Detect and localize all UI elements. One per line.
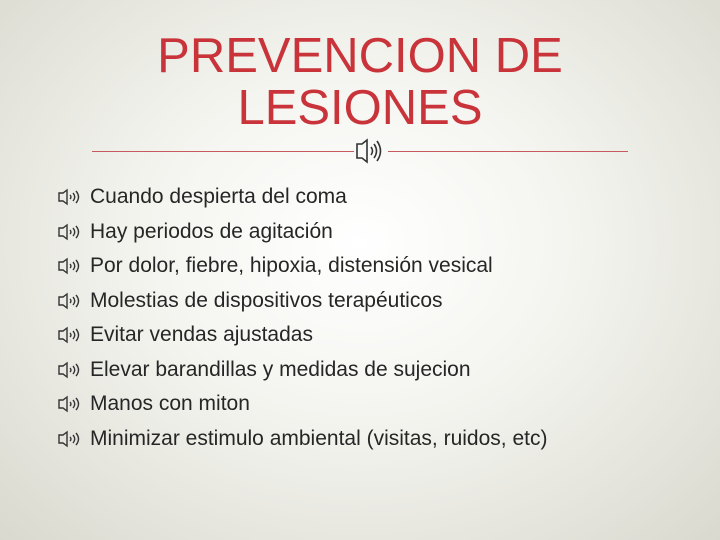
- sound-waves-icon: [58, 361, 84, 379]
- bullet-text: Elevar barandillas y medidas de sujecion: [90, 357, 471, 381]
- bullet-text: Hay periodos de agitación: [90, 219, 333, 243]
- bullet-item: [58, 215, 547, 250]
- title-divider-right: [388, 151, 628, 152]
- sound-waves-icon: [58, 257, 84, 275]
- bullet-text: Minimizar estimulo ambiental (visitas, ruidos, etc): [90, 426, 548, 450]
- bullet-item: [58, 284, 547, 319]
- bullet-list: [58, 180, 547, 456]
- bullet-text: Evitar vendas ajustadas: [90, 323, 313, 347]
- sound-waves-icon: [58, 223, 84, 241]
- slide-title: PREVENCION DE LESIONES: [157, 29, 563, 135]
- sound-waves-icon: [58, 292, 84, 310]
- sound-waves-icon: [58, 430, 84, 448]
- bullet-text: Molestias de dispositivos terapéuticos: [90, 288, 443, 312]
- bullet-text: Cuando despierta del coma: [90, 185, 347, 209]
- bullet-text: Por dolor, fiebre, hipoxia, distensión vesical: [90, 254, 493, 278]
- sound-waves-icon: [58, 326, 84, 344]
- bullet-item: [58, 180, 547, 215]
- title-divider-left: [92, 151, 354, 152]
- bullet-item: [58, 318, 547, 353]
- bullet-item: [58, 353, 547, 388]
- sound-waves-icon: [355, 138, 385, 164]
- bullet-item: [58, 387, 547, 422]
- sound-waves-icon: [58, 395, 84, 413]
- bullet-item: [58, 422, 547, 457]
- sound-waves-icon: [58, 188, 84, 206]
- bullet-text: Manos con miton: [90, 392, 250, 416]
- bullet-item: [58, 249, 547, 284]
